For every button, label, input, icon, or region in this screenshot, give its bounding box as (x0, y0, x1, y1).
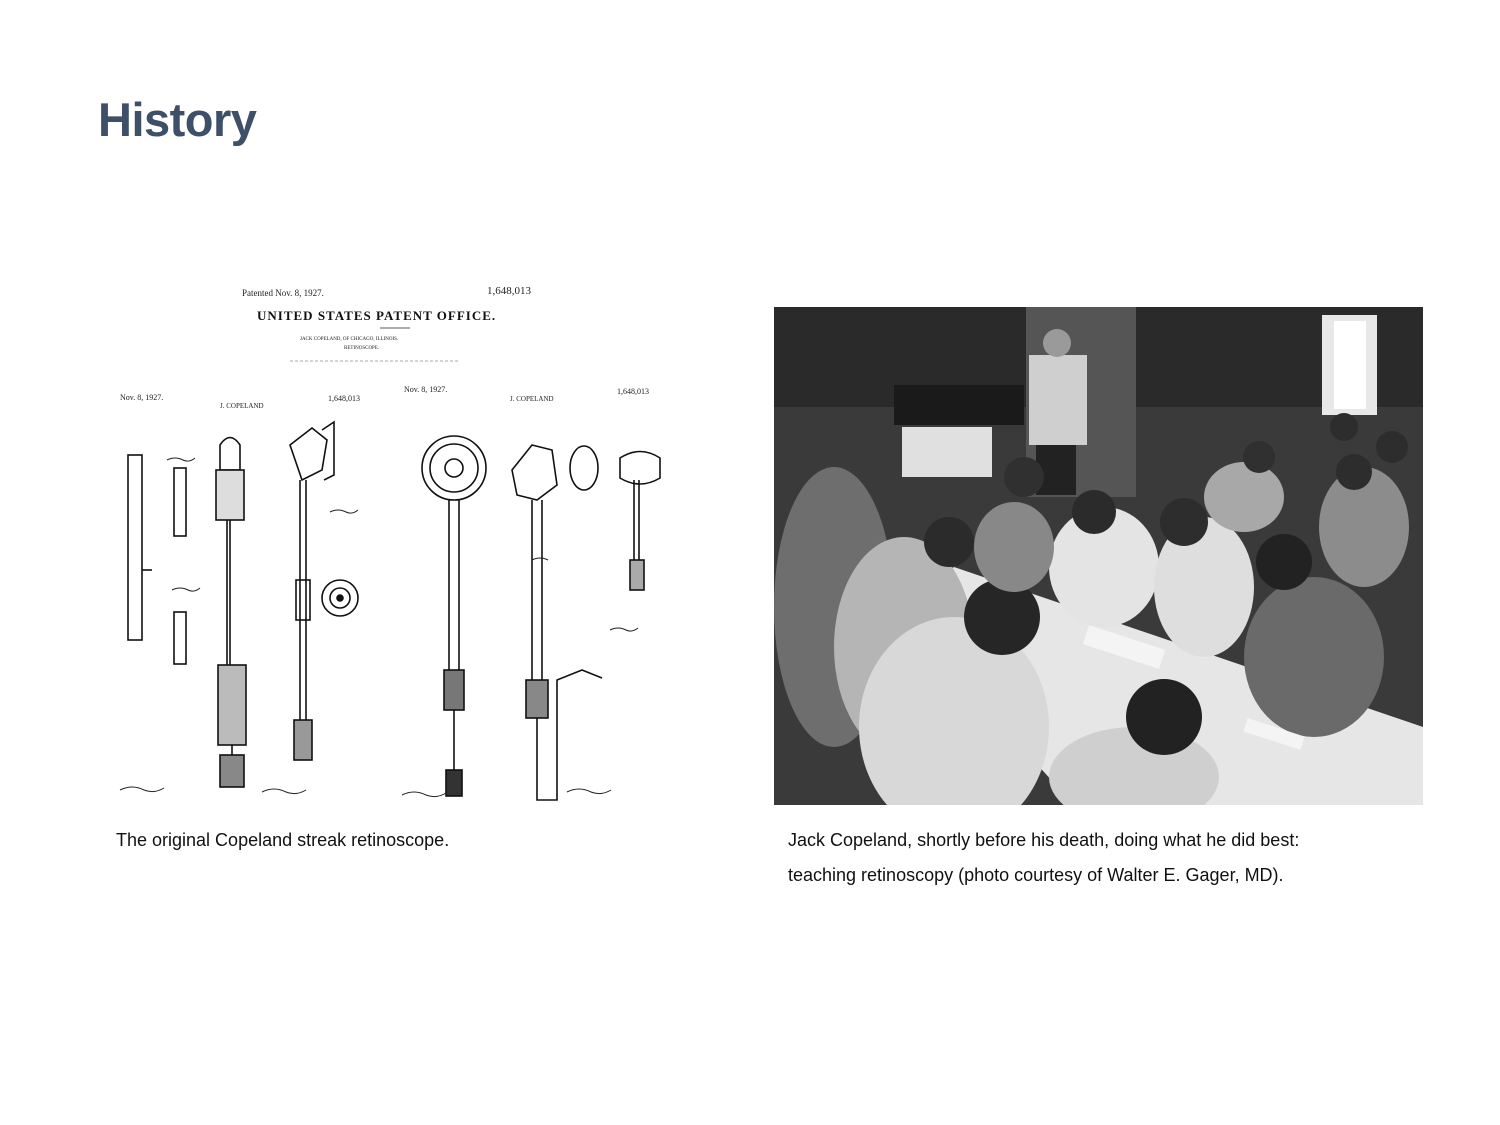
patent-header-date: Patented Nov. 8, 1927. (242, 288, 324, 298)
sheet2-date: Nov. 8, 1927. (404, 385, 448, 394)
sheet1-number: 1,648,013 (328, 394, 360, 403)
caption-photo-line1: Jack Copeland, shortly before his death, doing what he did best: (788, 830, 1300, 850)
sheet2-name: J. COPELAND (510, 395, 554, 403)
sheet1-name: J. COPELAND (220, 402, 264, 410)
slide-title: History (98, 93, 257, 146)
patent-subject: RETINOSCOPE. (344, 346, 380, 351)
sheet2-number: 1,648,013 (617, 387, 649, 396)
caption-patent: The original Copeland streak retinoscope. (116, 830, 450, 850)
patent-drawing-image (112, 280, 674, 822)
sheet1-date: Nov. 8, 1927. (120, 393, 164, 402)
caption-photo-line2: teaching retinoscopy (photo courtesy of Walter E. Gager, MD). (788, 865, 1284, 885)
classroom-photo-image (774, 307, 1423, 805)
patent-office-title: UNITED STATES PATENT OFFICE. (257, 308, 497, 323)
patent-header-number: 1,648,013 (487, 285, 531, 297)
caption-photo (788, 823, 1428, 893)
patent-inventor-line: JACK COPELAND, OF CHICAGO, ILLINOIS. (300, 337, 399, 342)
